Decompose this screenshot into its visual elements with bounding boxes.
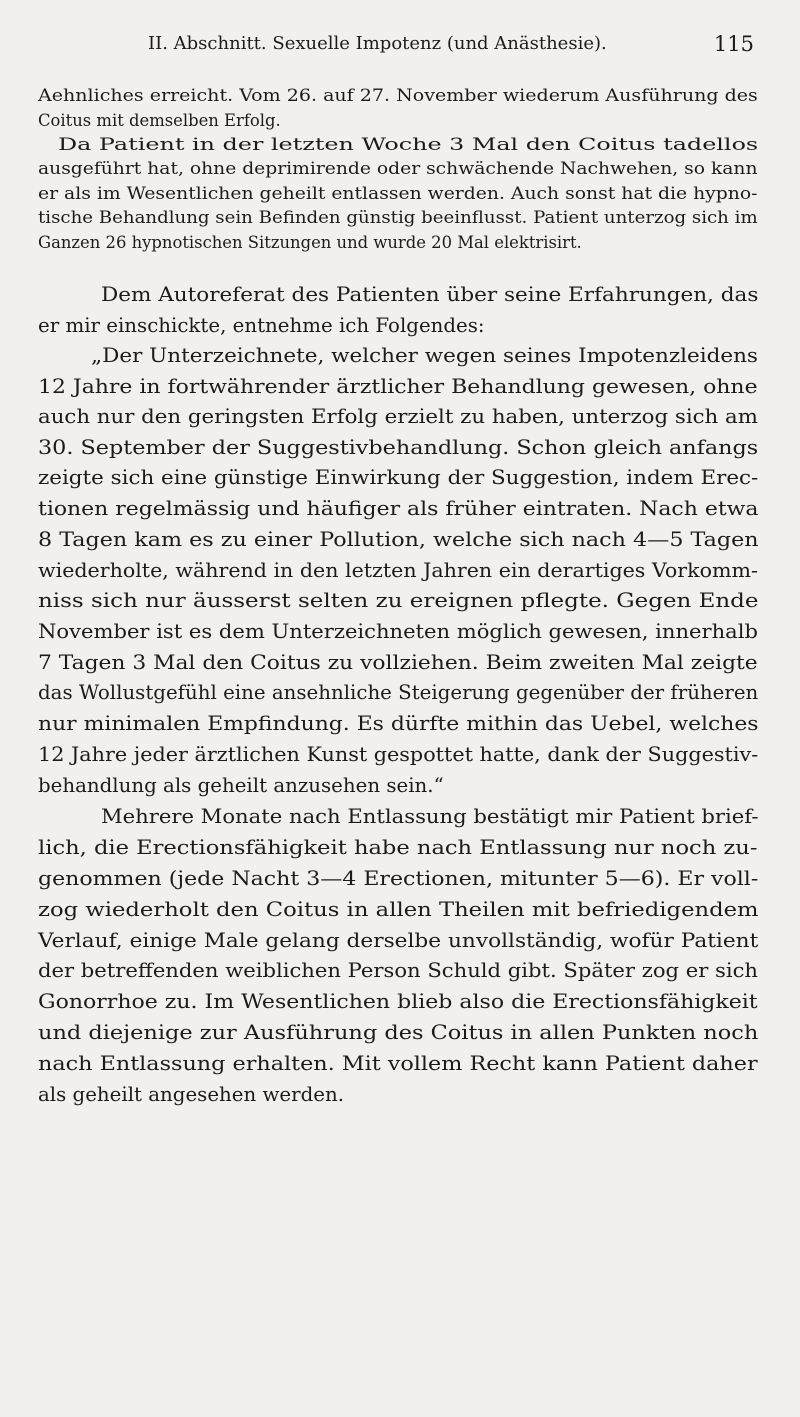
text-line: ausgeführt hat, ohne deprimirende oder schwächende Nachwehen, so kann [38,159,758,178]
text-line: lich, die Erectionsfähigkeit habe nach Entlassung nur noch zu- [38,836,758,859]
text-line: „Der Unterzeichnete, welcher wegen seines Impotenzleidens [91,344,758,367]
text-line: Aehnliches erreicht. Vom 26. auf 27. November wiederum Ausführung des [38,86,758,105]
text-line: Dem Autoreferat des Patienten über seine Erfahrungen, das [101,283,759,306]
text-line: das Wollustgefühl eine ansehnliche Steigerung gegenüber der früheren [38,681,759,704]
text-line: wiederholte, während in den letzten Jahren ein derartiges Vorkomm- [38,559,758,582]
text-line: er mir einschickte, entnehme ich Folgendes: [38,314,485,337]
text-line: 12 Jahre in fortwährender ärztlicher Behandlung gewesen, ohne [38,375,758,398]
text-line: tische Behandlung sein Befinden günstig beeinflusst. Patient unterzog sich im [38,208,758,227]
text-line: Ganzen 26 hypnotischen Sitzungen und wurde 20 Mal elektrisirt. [38,233,582,252]
text-line: 7 Tagen 3 Mal den Coitus zu vollziehen. Beim zweiten Mal zeigte [38,651,758,674]
text-line: Verlauf, einige Male gelang derselbe unvollständig, wofür Patient [38,929,759,952]
text-line: Gonorrhoe zu. Im Wesentlichen blieb also die Erectionsfähigkeit [38,990,758,1013]
text-line: tionen regelmässig und häufiger als früher eintraten. Nach etwa [38,497,759,520]
text-line: 30. September der Suggestivbehandlung. Schon gleich anfangs [38,436,759,459]
text-line: 8 Tagen kam es zu einer Pollution, welche sich nach 4—5 Tagen [38,528,759,551]
page-number: 115 [713,32,754,56]
running-header-title: II. Abschnitt. Sexuelle Impotenz (und Anästhesie). [148,33,607,54]
text-line: nach Entlassung erhalten. Mit vollem Recht kann Patient daher [38,1052,758,1075]
text-line: November ist es dem Unterzeichneten möglich gewesen, innerhalb [38,620,758,643]
running-header [40,30,754,58]
text-line: Coitus mit demselben Erfolg. [38,111,281,130]
text-line: niss sich nur äusserst selten zu ereignen pflegte. Gegen Ende [38,589,759,612]
text-line: auch nur den geringsten Erfolg erzielt zu haben, unterzog sich am [38,405,758,428]
text-line: zeigte sich eine günstige Einwirkung der Suggestion, indem Erec- [38,466,759,489]
text-line: nur minimalen Empfindung. Es dürfte mithin das Uebel, welches [38,712,759,735]
text-line: genommen (jede Nacht 3—4 Erectionen, mitunter 5—6). Er voll- [38,867,759,890]
text-line: und diejenige zur Ausführung des Coitus in allen Punkten noch [38,1021,759,1044]
text-line: als geheilt angesehen werden. [38,1083,344,1106]
text-line: der betreffenden weiblichen Person Schuld gibt. Später zog er sich [38,959,759,982]
text-line: Mehrere Monate nach Entlassung bestätigt mir Patient brief- [101,805,759,828]
text-line: zog wiederholt den Coitus in allen Theilen mit befriedigendem [38,898,759,921]
text-line: Da Patient in der letzten Woche 3 Mal den Coitus tadellos [58,135,759,154]
text-line: 12 Jahre jeder ärztlichen Kunst gespottet hatte, dank der Suggestiv- [38,743,759,766]
text-line: behandlung als geheilt anzusehen sein.“ [38,774,444,797]
text-line: er als im Wesentlichen geheilt entlassen werden. Auch sonst hat die hypno- [38,184,758,203]
